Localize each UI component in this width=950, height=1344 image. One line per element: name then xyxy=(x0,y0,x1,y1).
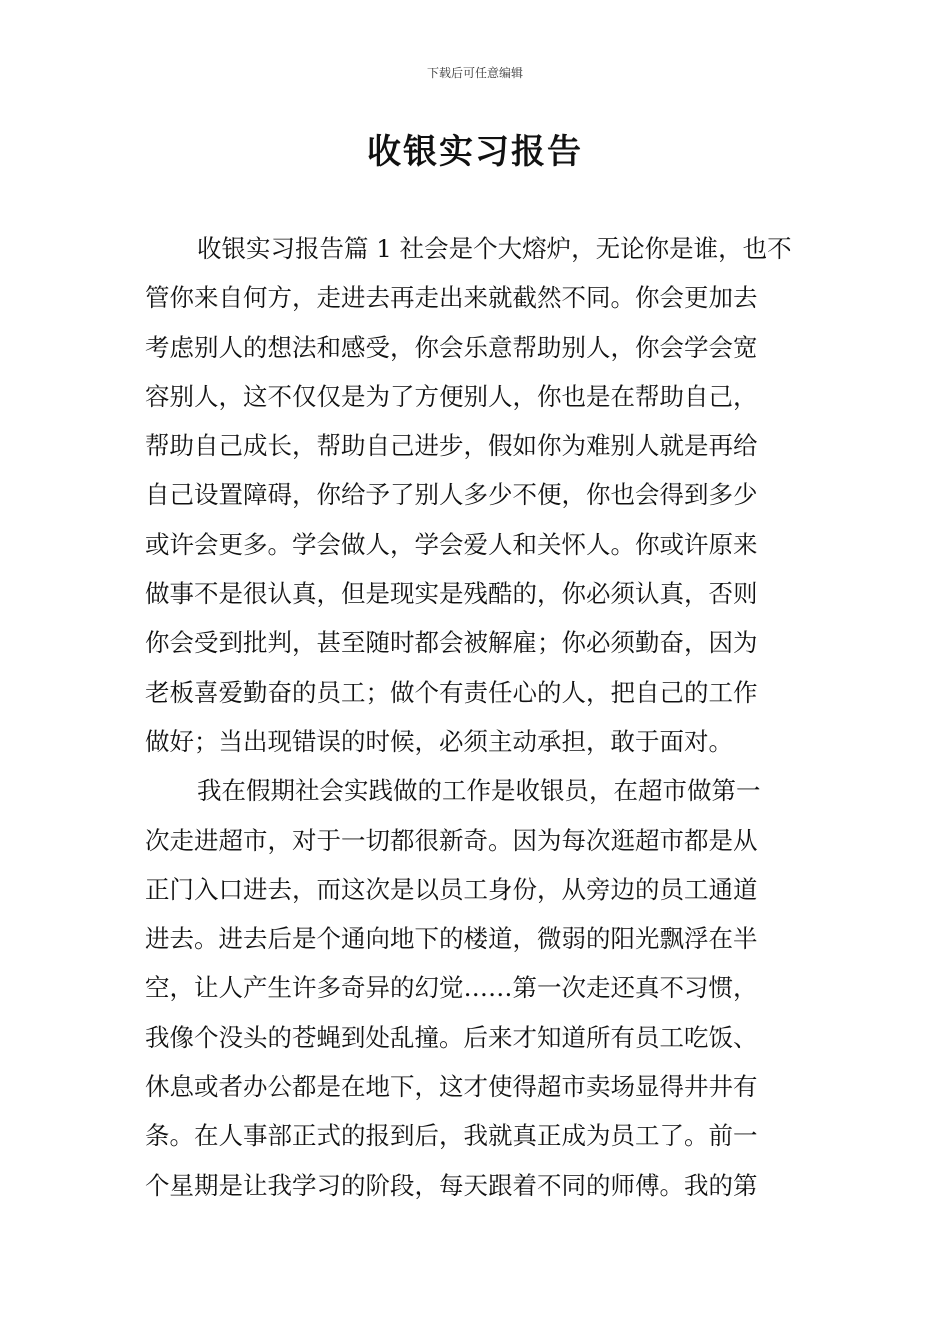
document-title: 收银实习报告 xyxy=(367,132,583,172)
paragraph-1-line: 做好；当出现错误的时候，必须主动承担，敢于面对。 xyxy=(145,726,733,756)
paragraph-1-line: 做事不是很认真，但是现实是残酷的，你必须认真，否则 xyxy=(145,579,758,609)
paragraph-2-line: 休息或者办公都是在地下，这才使得超市卖场显得井井有 xyxy=(145,1072,758,1102)
paragraph-1-line: 收银实习报告篇 1 社会是个大熔炉，无论你是谁，也不 xyxy=(197,234,792,263)
paragraph-2-line: 我在假期社会实践做的工作是收银员，在超市做第一 xyxy=(197,776,761,806)
paragraph-2-line: 进去。进去后是个通向地下的楼道，微弱的阳光飘浮在半 xyxy=(145,924,758,954)
paragraph-1-line: 管你来自何方，走进去再走出来就截然不同。你会更加去 xyxy=(145,283,758,313)
paragraph-1-line: 自己设置障碍，你给予了别人多少不便，你也会得到多少 xyxy=(145,480,758,510)
document-body xyxy=(145,224,805,1210)
header-note: 下载后可任意编辑 xyxy=(426,66,523,80)
paragraph-2-line: 我像个没头的苍蝇到处乱撞。后来才知道所有员工吃饭、 xyxy=(145,1022,758,1052)
paragraph-2-line: 条。在人事部正式的报到后，我就真正成为员工了。前一 xyxy=(145,1121,758,1151)
paragraph-2-line: 正门入口进去，而这次是以员工身份，从旁边的员工通道 xyxy=(145,874,758,904)
paragraph-2-line: 次走进超市，对于一切都很新奇。因为每次逛超市都是从 xyxy=(145,825,758,855)
paragraph-1-line: 容别人，这不仅仅是为了方便别人，你也是在帮助自己， xyxy=(145,381,758,411)
paragraph-1-line: 帮助自己成长，帮助自己进步，假如你为难别人就是再给 xyxy=(145,431,758,461)
paragraph-1-line: 考虑别人的想法和感受，你会乐意帮助别人，你会学会宽 xyxy=(145,332,758,362)
paragraph-1-line: 或许会更多。学会做人，学会爱人和关怀人。你或许原来 xyxy=(145,529,758,559)
paragraph-1-line: 老板喜爱勤奋的员工；做个有责任心的人，把自己的工作 xyxy=(145,677,758,707)
paragraph-2-line: 空，让人产生许多奇异的幻觉……第一次走还真不习惯， xyxy=(145,973,758,1003)
paragraph-2-line: 个星期是让我学习的阶段，每天跟着不同的师傅。我的第 xyxy=(145,1170,758,1200)
paragraph-1-line: 你会受到批判，甚至随时都会被解雇；你必须勤奋，因为 xyxy=(145,628,758,658)
